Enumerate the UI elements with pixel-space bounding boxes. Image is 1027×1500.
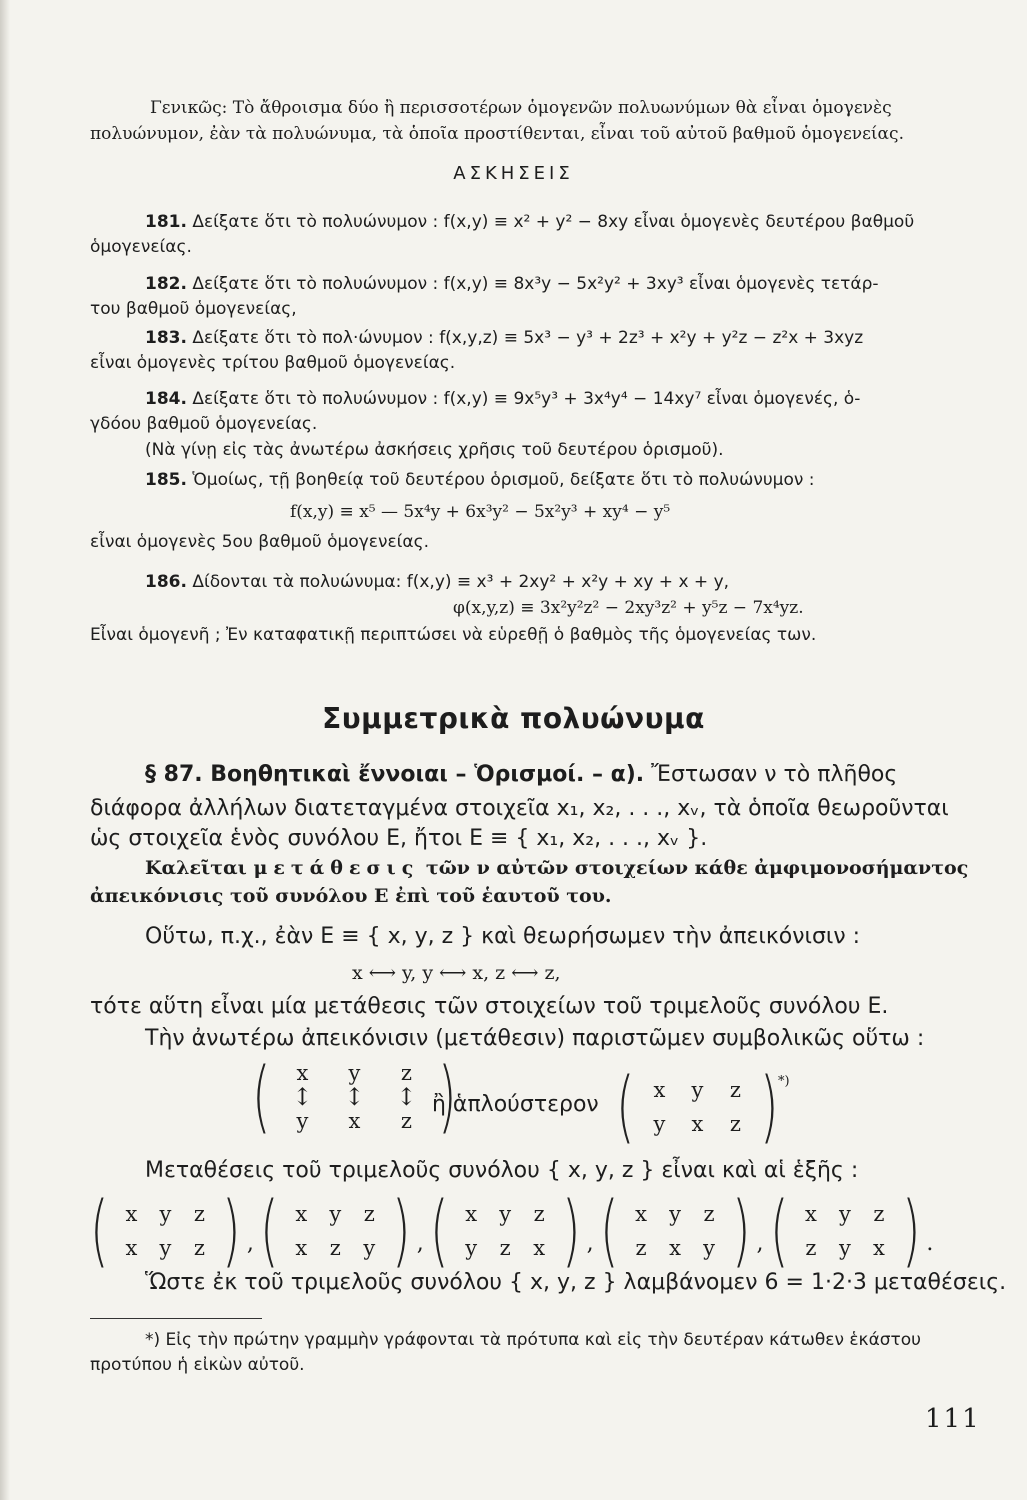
matrix-bottom-cell: y xyxy=(653,1112,666,1136)
matrix-grid xyxy=(276,1061,432,1133)
matrix-top-cell: y xyxy=(691,1078,704,1102)
exercise-186 xyxy=(145,572,729,592)
permutation-matrix-simple xyxy=(610,1062,785,1152)
section-title: Συμμετρικὰ πολυώνυμα xyxy=(322,702,705,735)
matrix-top-cell: z xyxy=(703,1202,715,1226)
definition-term: μετάθεσις xyxy=(253,857,420,879)
right-paren: ) xyxy=(732,1186,751,1276)
left-paren: ( xyxy=(429,1186,449,1276)
matrix-bottom-cell: x xyxy=(295,1236,308,1260)
intro-line-1: Γενικῶς: Τὸ ἄθροισμα δύο ἢ περισσοτέρων ὁμογενῶν πολυωνύμων θὰ εἶναι ὁμογενὲς xyxy=(150,98,892,118)
right-paren: ) xyxy=(438,1052,457,1142)
left-paren: ( xyxy=(599,1186,618,1276)
permutation-matrix-with-arrows xyxy=(246,1052,463,1142)
permutation-1 xyxy=(84,1186,254,1276)
permutation-5 xyxy=(764,1186,934,1276)
matrix-bottom-cell: z xyxy=(729,1112,741,1136)
matrix-bottom-cell: y xyxy=(363,1236,376,1260)
exercise-185 xyxy=(145,470,815,490)
matrix-top-cell: z xyxy=(193,1202,205,1226)
footnote-marker: *) xyxy=(778,1074,790,1089)
matrix-top-cell: x xyxy=(295,1202,308,1226)
exercise-185-formula: f(x,y) ≡ x⁵ — 5x⁴y + 6x³y² − 5x²y³ + xy⁴ − y⁵ xyxy=(290,502,671,522)
matrix-bottom-cell: z xyxy=(805,1236,817,1260)
definition-line-2: ἀπεικόνισις τοῦ συνόλου Ε ἐπὶ τοῦ ἑαυτοῦ του. xyxy=(90,885,612,907)
exercise-181-line-2: ὁμογενείας. xyxy=(90,237,192,257)
matrix-bottom-cell: x xyxy=(873,1236,885,1260)
separator: , xyxy=(756,1231,764,1256)
matrix-top-cell: y xyxy=(669,1202,681,1226)
matrix-top-cell: y xyxy=(839,1202,851,1226)
matrix-top-cell: z xyxy=(729,1078,741,1102)
exercise-number: 184. xyxy=(145,389,187,409)
up-down-arrow-icon: ↕ xyxy=(344,1083,365,1111)
left-paren: ( xyxy=(616,1062,635,1152)
matrix-top-cell: x xyxy=(805,1202,817,1226)
section-87-heading: § 87. Βοηθητικαὶ ἔννοιαι – Ὁρισμοί. – α). xyxy=(145,762,645,787)
exercise-184 xyxy=(145,389,860,409)
exercise-183-line-2: εἶναι ὁμογενὲς τρίτου βαθμοῦ ὁμογενείας. xyxy=(90,353,456,373)
exercise-186-line-2: Εἶναι ὁμογενῆ ; Ἐν καταφατικῇ περιπτώσει νὰ εὑρεθῇ ὁ βαθμὸς τῆς ὁμογενείας των. xyxy=(90,625,817,645)
exercise-text: Δείξατε ὅτι τὸ πολυώνυμον : f(x,y) ≡ x² + y² − 8xy εἶναι ὁμογενὲς δευτέρου βαθμοῦ xyxy=(192,212,915,232)
right-paren: ) xyxy=(760,1062,779,1152)
exercise-number: 186. xyxy=(145,572,187,592)
matrix-top-cell: y xyxy=(329,1202,342,1226)
exercise-text: Δείξατε ὅτι τὸ πολ·ώνυμον : f(x,y,z) ≡ 5x³ − y³ + 2z³ + x²y + y²z − z²x + 3xyz xyxy=(192,328,864,348)
permutations-intro: Μεταθέσεις τοῦ τριμελοῦς συνόλου { x, y, z } εἶναι καὶ αἱ ἑξῆς : xyxy=(145,1158,859,1183)
exercise-185-line-2: εἶναι ὁμογενὲς 5ου βαθμοῦ ὁμογενείας. xyxy=(90,532,429,552)
up-down-arrow-icon: ↕ xyxy=(292,1083,313,1111)
definition-rest: τῶν ν αὐτῶν στοιχείων κάθε ἀμφιμονοσήμαντος xyxy=(425,857,969,879)
then-line: τότε αὕτη εἶναι μία μετάθεσις τῶν στοιχείων τοῦ τριμελοῦς συνόλου Ε. xyxy=(90,994,889,1019)
matrix-top-cell: y xyxy=(348,1061,361,1085)
matrix-top-cell: x xyxy=(653,1078,666,1102)
exercise-number: 181. xyxy=(145,212,187,232)
matrix-grid xyxy=(454,1202,556,1260)
exercise-182-line-2: του βαθμοῦ ὁμογενείας, xyxy=(90,299,297,319)
section-87-line-3: ὡς στοιχεῖα ἑνὸς συνόλου Ε, ἤτοι Ε ≡ { x₁, x₂, . . ., xᵥ }. xyxy=(90,826,708,851)
matrix-grid xyxy=(624,1202,726,1260)
left-paren: ( xyxy=(259,1186,279,1276)
separator: , xyxy=(416,1231,424,1256)
example-line: Οὕτω, π.χ., ἐὰν Ε ≡ { x, y, z } καὶ θεωρήσωμεν τὴν ἀπεικόνισιν : xyxy=(145,924,861,949)
exercise-number: 185. xyxy=(145,470,187,490)
matrix-bottom-cell: x xyxy=(125,1236,138,1260)
matrix-top-cell: z xyxy=(363,1202,375,1226)
left-paren: ( xyxy=(769,1186,788,1276)
matrix-bottom-cell: y xyxy=(465,1236,478,1260)
intro-line-2: πολυώνυμον, ἐὰν τὰ πολυώνυμα, τὰ ὁποῖα προστίθενται, εἶναι τοῦ αὐτοῦ βαθμοῦ ὁμογενείας. xyxy=(90,124,904,144)
exercise-184-line-3: (Νὰ γίνῃ εἰς τὰς ἀνωτέρω ἀσκήσεις χρῆσις τοῦ δευτέρου ὁρισμοῦ). xyxy=(145,440,724,460)
exercise-text: Ὁμοίως, τῇ βοηθείᾳ τοῦ δευτέρου ὁρισμοῦ, δείξατε ὅτι τὸ πολυώνυμον : xyxy=(192,470,815,490)
matrix-top-cell: x xyxy=(465,1202,478,1226)
or-simpler-text: ἢ ἁπλούστερον xyxy=(432,1092,599,1117)
right-paren: ) xyxy=(392,1186,411,1276)
permutation-2 xyxy=(254,1186,424,1276)
symbolic-line: Τὴν ἀνωτέρω ἀπεικόνισιν (μετάθεσιν) παριστῶμεν συμβολικῶς οὕτω : xyxy=(145,1026,925,1051)
matrix-bottom-cell: z xyxy=(329,1236,341,1260)
matrix-top-cell: z xyxy=(873,1202,885,1226)
matrix-bottom-cell: z xyxy=(635,1236,647,1260)
matrix-top-cell: x xyxy=(635,1202,647,1226)
matrix-top-cell: x xyxy=(125,1202,138,1226)
matrix-grid xyxy=(794,1202,896,1260)
left-paren: ( xyxy=(90,1186,109,1276)
permutation-3 xyxy=(424,1186,594,1276)
matrix-top-cell: y xyxy=(499,1202,512,1226)
right-paren: ) xyxy=(222,1186,241,1276)
matrix-bottom-cell: x xyxy=(348,1109,361,1133)
permutations-row xyxy=(84,1186,934,1276)
matrix-bottom-cell: x xyxy=(533,1236,546,1260)
exercise-186-formula: φ(x,y,z) ≡ 3x²y²z² − 2xy³z² + y⁵z − 7x⁴yz. xyxy=(453,598,804,618)
matrix-top-cell: x xyxy=(296,1061,309,1085)
exercise-183 xyxy=(145,328,863,348)
matrix-bottom-cell: x xyxy=(669,1236,681,1260)
section-87-heading-line xyxy=(145,762,897,787)
matrix-bottom-cell: z xyxy=(400,1109,412,1133)
matrix-bottom-cell: z xyxy=(499,1236,511,1260)
mapping-line: x ⟷ y, y ⟷ x, z ⟷ z, xyxy=(352,962,561,984)
separator: , xyxy=(586,1231,594,1256)
separator: , xyxy=(246,1231,254,1256)
matrix-top-cell: y xyxy=(159,1202,172,1226)
matrix-bottom-cell: y xyxy=(296,1109,309,1133)
section-87-line-2: διάφορα ἀλλήλων διατεταγμένα στοιχεῖα x₁, x₂, . . ., xᵥ, τὰ ὁποῖα θεωροῦνται xyxy=(90,796,949,821)
matrix-top-cell: z xyxy=(400,1061,412,1085)
exercises-heading: ΑΣΚΗΣΕΙΣ xyxy=(453,163,574,184)
matrix-bottom-cell: y xyxy=(703,1236,715,1260)
footnote-line-1: *) Εἰς τὴν πρώτην γραμμὴν γράφονται τὰ πρότυπα καὶ εἰς τὴν δευτέραν κάτωθεν ἑκάστου xyxy=(145,1330,922,1350)
matrix-grid xyxy=(114,1202,216,1260)
exercise-text: Δίδονται τὰ πολυώνυμα: f(x,y) ≡ x³ + 2xy² + x²y + xy + x + y, xyxy=(192,572,730,592)
separator: . xyxy=(926,1231,934,1256)
section-87-heading-rest: Ἔστωσαν ν τὸ πλῆθος xyxy=(651,762,898,787)
footnote-divider xyxy=(90,1318,262,1319)
matrix-grid xyxy=(640,1078,754,1136)
right-paren: ) xyxy=(562,1186,581,1276)
up-down-arrow-icon: ↕ xyxy=(396,1083,417,1111)
exercise-184-line-2: γδόου βαθμοῦ ὁμογενείας. xyxy=(90,414,318,434)
exercise-text: Δείξατε ὅτι τὸ πολυώνυμον : f(x,y) ≡ 8x³y − 5x²y² + 3xy³ εἶναι ὁμογενὲς τετάρ- xyxy=(192,274,879,294)
matrix-bottom-cell: y xyxy=(839,1236,851,1260)
matrix-bottom-cell: z xyxy=(193,1236,205,1260)
definition-line-1 xyxy=(145,857,968,879)
footnote-line-2: προτύπου ἡ εἰκὼν αὐτοῦ. xyxy=(90,1355,305,1375)
permutation-4 xyxy=(594,1186,764,1276)
matrix-top-cell: z xyxy=(533,1202,545,1226)
page-number: 111 xyxy=(925,1404,981,1434)
matrix-grid xyxy=(284,1202,386,1260)
definition-start: Καλεῖται xyxy=(145,857,247,879)
right-paren: ) xyxy=(902,1186,921,1276)
exercise-182 xyxy=(145,274,879,294)
left-paren: ( xyxy=(252,1052,271,1142)
matrix-bottom-cell: x xyxy=(691,1112,704,1136)
exercise-text: Δείξατε ὅτι τὸ πολυώνυμον : f(x,y) ≡ 9x⁵y³ + 3x⁴y⁴ − 14xy⁷ εἶναι ὁμογενές, ὁ- xyxy=(192,389,861,409)
exercise-181 xyxy=(145,212,914,232)
exercise-number: 183. xyxy=(145,328,187,348)
exercise-number: 182. xyxy=(145,274,187,294)
page-binding-shadow xyxy=(0,0,10,1500)
conclusion-line: Ὥστε ἐκ τοῦ τριμελοῦς συνόλου { x, y, z } λαμβάνομεν 6 = 1·2·3 μεταθέσεις. xyxy=(145,1270,1007,1295)
matrix-bottom-cell: y xyxy=(159,1236,172,1260)
